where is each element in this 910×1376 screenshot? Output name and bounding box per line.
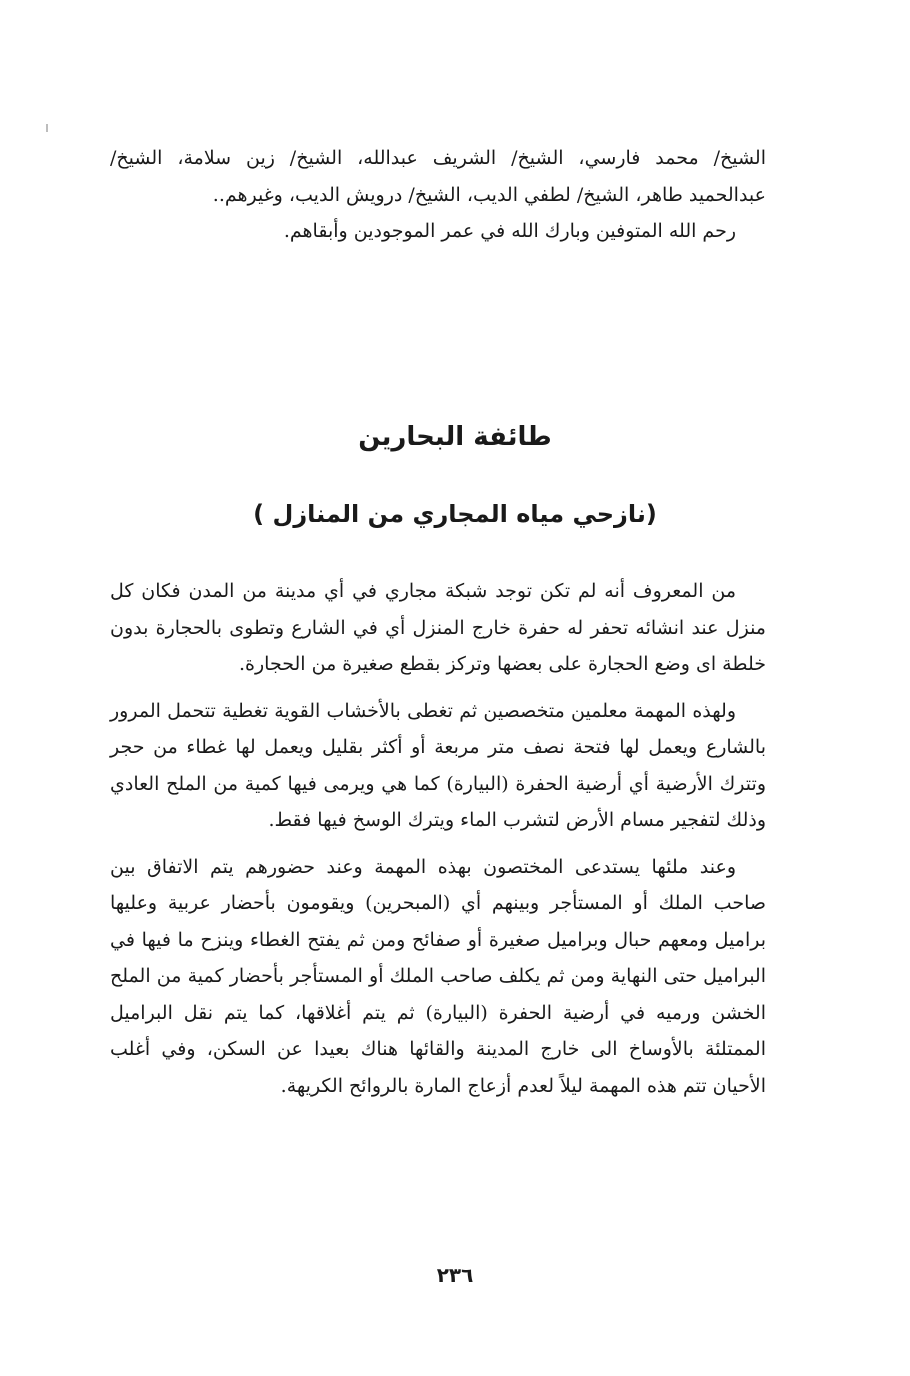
body-paragraph-2: ولهذه المهمة معلمين متخصصين ثم تغطى بالأخشاب القوية تغطية تتحمل المرور بالشارع ويعمل لها فتحة نصف متر مربعة أو أكثر بقليل ويعمل لها غطاء من حجر وتترك الأرضية أي أرضية الحفرة (البيارة) كما هي ويرمى فيها كمية من الملح العادي وذلك لتفجير مسام الأرض لتشرب الماء ويترك الوسخ فيها فقط.: [110, 699, 766, 831]
section-subtitle: (نازحي مياه المجاري من المنازل ): [253, 500, 657, 528]
intro-block: [110, 140, 766, 250]
page-number: ٢٣٦: [436, 1263, 474, 1287]
body-paragraph-3: وعند ملئها يستدعى المختصون بهذه المهمة وعند حضورهم يتم الاتفاق بين صاحب الملك أو المستأجر وبينهم أي (المبحرين) ويقومون بأحضار عربية وعليها براميل ومعهم حبال وبراميل صغيرة أو صفائح ومن ثم يفتح الغطاء وينزح ما فيها في البراميل حتى النهاية ومن ثم يكلف صاحب الملك أو المستأجر بأحضار كمية من الملح الخشن ورميه في أرضية الحفرة (البيارة) ثم يتم أغلاقها، كما يتم نقل البراميل الممتلئة بالأوساخ الى خارج المدينة والقائها هناك بعيدا عن السكن، وفي أغلب الأحيان تتم هذه المهمة ليلاً لعدم أزعاج المارة بالروائح الكريهة.: [110, 855, 766, 1097]
blessing-line: رحم الله المتوفين وبارك الله في عمر الموجودين وأبقاهم.: [283, 220, 736, 242]
section-title: طائفة البحارين: [358, 422, 552, 452]
body-paragraph-1: من المعروف أنه لم تكن توجد شبكة مجاري في أي مدينة من المدن فكان كل منزل عند انشائه تحفر له حفرة خارج المنزل أي في الشارع وتطوى بالحجارة بدون خلطة اى وضع الحجارة على بعضها وتركز بقطع صغيرة من الحجارة.: [110, 580, 766, 675]
body-text: [110, 573, 766, 1114]
scan-speck: [46, 124, 48, 132]
names-paragraph: الشيخ/ محمد فارسي، الشيخ/ الشريف عبدالله، الشيخ/ زين سلامة، الشيخ/ عبدالحميد طاهر، الشيخ/ لطفي الديب، الشيخ/ درويش الديب، وغيرهم..: [110, 147, 766, 206]
